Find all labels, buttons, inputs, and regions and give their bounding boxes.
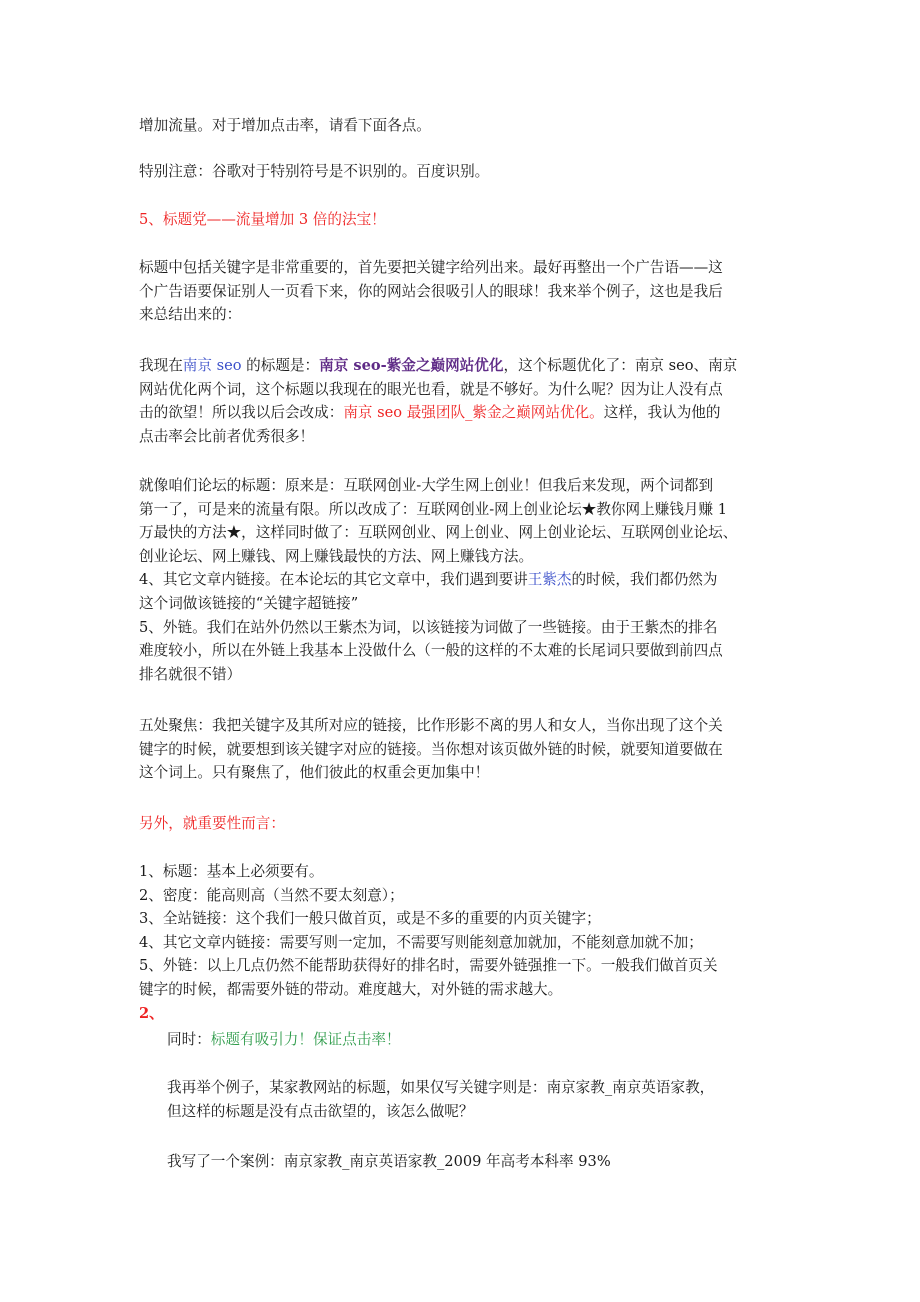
text-line: 我再举个例子，某家教网站的标题，如果仅写关键字则是：南京家教_南京英语家教， [167,1079,715,1096]
text-line: 键字的时候，就要想到该关键字对应的链接。当你想对该页做外链的时候，就要知道要做在 [139,740,723,758]
paragraph-note [139,160,783,184]
text-run: 击的欲望！所以我以后会改成： [139,404,344,422]
text-line: 这个词做该链接的“关键字超链接” [139,594,359,612]
paragraph-keywords [139,256,783,327]
text-line: 创业论坛、网上赚钱、网上赚钱最快的方法、网上赚钱方法。 [139,547,534,565]
heading-text: 5、标题党——流量增加 3 倍的法宝！ [139,211,386,228]
text-line [139,401,783,425]
red-title: 南京 seo 最强团队_紫金之巅网站优化。 [343,404,604,422]
paragraph-intro [139,114,783,138]
section-heading-5 [139,208,783,232]
list-item: 3、全站链接：这个我们一般只做首页，或是不多的重要的内页关键字； [139,910,601,928]
text-line: 增加流量。对于增加点击率，请看下面各点。 [139,117,431,134]
indented-example [167,1076,787,1123]
paragraph-example [139,354,783,448]
list-item: 4、其它文章内链接：需要写则一定加，不需要写则能刻意加就加，不能刻意加就不加； [139,933,703,951]
text-run: 我现在 [139,357,183,374]
list-item: 键字的时候，都需要外链的带动。难度越大，对外链的需求越大。 [139,980,563,998]
paragraph-forum [139,474,783,686]
text-line [139,354,783,378]
heading-text: 另外，就重要性而言： [139,815,285,832]
text-line: 第一了，可是来的流量有限。所以改成了：互联网创业-网上创业论坛★教你网上赚钱月赚 1 [139,500,728,518]
text-line: 万最快的方法★，这样同时做了：互联网创业、网上创业、网上创业论坛、互联网创业论坛、 [139,524,738,542]
list-item: 1、标题：基本上必须要有。 [139,863,324,880]
importance-list [139,860,783,1025]
section-heading-importance [139,812,783,836]
text-line: 排名就很不错） [139,665,242,683]
text-line: 五处聚焦：我把关键字及其所对应的链接，比作形影不离的男人和女人，当你出现了这个关 [139,717,723,734]
indented-case [167,1150,787,1174]
nanjing-seo-link[interactable]: 南京 seo [182,357,242,374]
text-line [167,1028,787,1052]
list-item: 2、密度：能高则高（当然不要太刻意）； [139,886,404,904]
text-line: 网站优化两个词，这个标题以我现在的眼光也看，就是不够好。为什么呢？因为让人没有点 [139,380,723,398]
text-line [139,568,783,592]
text-line: 这个词上。只有聚焦了，他们彼此的权重会更加集中！ [139,764,490,782]
indented-section [167,1028,787,1052]
bold-title: 南京 seo-紫金之巅网站优化 [319,357,504,374]
text-line: 标题中包括关键字是非常重要的，首先要把关键字给列出来。最好再整出一个广告语——这 [139,259,723,276]
text-line: 来总结出来的： [139,306,242,324]
text-run: 的时候，我们都仍然为 [571,571,718,589]
text-run: ，这个标题优化了：南京 seo、南京 [503,357,738,374]
wang-zijie-link[interactable]: 王紫杰 [527,571,572,589]
text-line: 点击率会比前者优秀很多！ [139,427,315,445]
text-line: 难度较小，所以在外链上我基本上没做什么（一般的这样的不太难的长尾词只要做到前四点 [139,642,723,660]
text-line: 但这样的标题是没有点击欲望的，该怎么做呢？ [167,1102,474,1120]
text-line: 5、外链。我们在站外仍然以王紫杰为词，以该链接为词做了一些链接。由于王紫杰的排名 [139,618,718,636]
text-run: 的标题是： [241,357,320,374]
text-line: 就像咱们论坛的标题：原来是：互联网创业-大学生网上创业！但我后来发现，两个词都到 [139,477,714,494]
text-run: 这样，我认为他的 [603,404,721,422]
text-line: 个广告语要保证别人一页看下来，你的网站会很吸引人的眼球！我来举个例子，这也是我后 [139,282,723,300]
text-line: 我写了一个案例：南京家教_南京英语家教_2009 年高考本科率 93% [167,1153,611,1170]
text-line: 特别注意：谷歌对于特别符号是不识别的。百度识别。 [139,163,490,180]
list-number: 2、 [139,1004,164,1022]
text-run: 4、其它文章内链接。在本论坛的其它文章中，我们遇到要讲 [139,571,528,589]
text-run: 同时： [167,1031,211,1048]
paragraph-focus [139,714,783,785]
green-text: 标题有吸引力！保证点击率！ [210,1031,401,1048]
list-item: 5、外链：以上几点仍然不能帮助获得好的排名时，需要外链强推一下。一般我们做首页关 [139,957,718,975]
